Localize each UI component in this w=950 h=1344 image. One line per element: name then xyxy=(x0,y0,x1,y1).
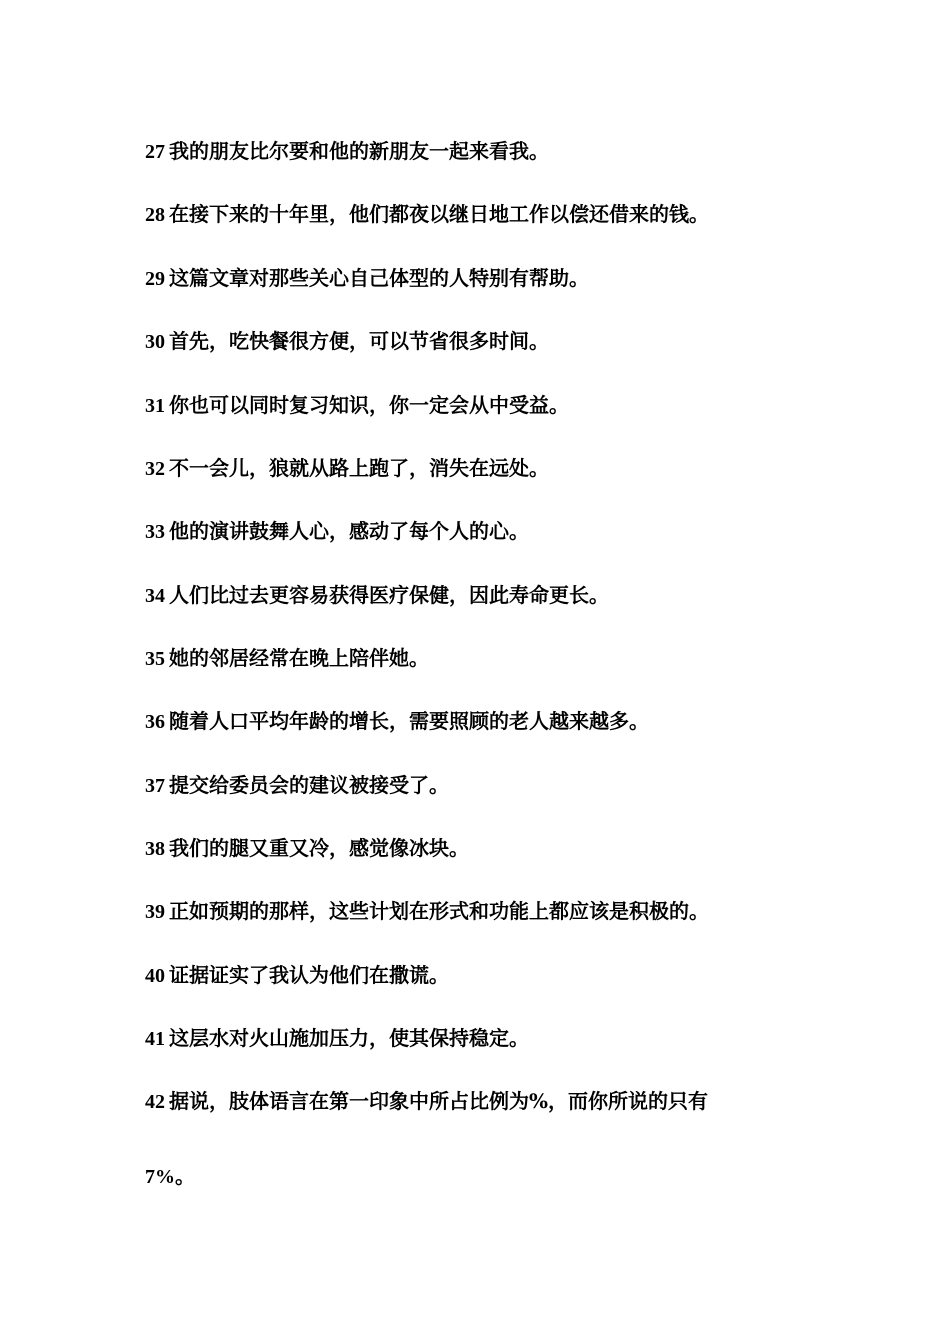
sentence-number: 34 xyxy=(145,585,165,607)
sentence-number: 38 xyxy=(145,838,165,860)
sentence-text: 证据证实了我认为他们在撒谎。 xyxy=(169,963,449,987)
sentence-number: 41 xyxy=(145,1028,165,1050)
sentence-text: 不一会儿，狼就从路上跑了，消失在远处。 xyxy=(169,456,549,480)
sentence-number: 33 xyxy=(145,521,165,543)
sentence-30 xyxy=(145,327,825,356)
sentence-39 xyxy=(145,897,825,926)
sentence-text: 她的邻居经常在晚上陪伴她。 xyxy=(169,646,429,670)
sentence-text: 这篇文章对那些关心自己体型的人特别有帮助。 xyxy=(169,266,589,290)
sentence-33 xyxy=(145,517,825,546)
sentence-number: 40 xyxy=(145,965,165,987)
sentence-number: 30 xyxy=(145,331,165,353)
sentence-text: 首先，吃快餐很方便，可以节省很多时间。 xyxy=(169,329,549,353)
sentence-number: 29 xyxy=(145,268,165,290)
sentence-number: 39 xyxy=(145,901,165,923)
sentence-42 xyxy=(145,1087,825,1116)
sentence-number: 31 xyxy=(145,395,165,417)
sentence-27 xyxy=(145,137,825,166)
sentence-text: 我的朋友比尔要和他的新朋友一起来看我。 xyxy=(169,139,549,163)
sentence-29 xyxy=(145,264,825,293)
sentence-36 xyxy=(145,707,825,736)
sentence-28 xyxy=(145,200,825,229)
sentence-40 xyxy=(145,961,825,990)
sentence-text: 他的演讲鼓舞人心，感动了每个人的心。 xyxy=(169,519,529,543)
sentence-38 xyxy=(145,834,825,863)
sentence-text: 我们的腿又重又冷，感觉像冰块。 xyxy=(169,836,469,860)
sentence-number: 28 xyxy=(145,204,165,226)
sentence-text: 随着人口平均年龄的增长，需要照顾的老人越来越多。 xyxy=(169,709,649,733)
sentence-number: 42 xyxy=(145,1091,165,1113)
sentence-number: 37 xyxy=(145,775,165,797)
sentence-text: 你也可以同时复习知识，你一定会从中受益。 xyxy=(169,393,569,417)
sentence-text: 这层水对火山施加压力，使其保持稳定。 xyxy=(169,1026,529,1050)
sentence-32 xyxy=(145,454,825,483)
sentence-31 xyxy=(145,391,825,420)
sentence-text: 提交给委员会的建议被接受了。 xyxy=(169,773,449,797)
sentence-42-continuation: 7%。 xyxy=(145,1166,195,1188)
sentence-number: 36 xyxy=(145,711,165,733)
sentence-text: 正如预期的那样，这些计划在形式和功能上都应该是积极的。 xyxy=(169,899,709,923)
sentence-number: 27 xyxy=(145,141,165,163)
sentence-text: 据说，肢体语言在第一印象中所占比例为%，而你所说的只有 xyxy=(169,1089,709,1113)
sentence-35 xyxy=(145,644,825,673)
sentence-number: 35 xyxy=(145,648,165,670)
sentence-34 xyxy=(145,581,825,610)
sentence-37 xyxy=(145,771,825,800)
sentence-number: 32 xyxy=(145,458,165,480)
sentence-text: 在接下来的十年里，他们都夜以继日地工作以偿还借来的钱。 xyxy=(169,202,709,226)
sentence-41 xyxy=(145,1024,825,1053)
sentence-text: 人们比过去更容易获得医疗保健，因此寿命更长。 xyxy=(169,583,609,607)
